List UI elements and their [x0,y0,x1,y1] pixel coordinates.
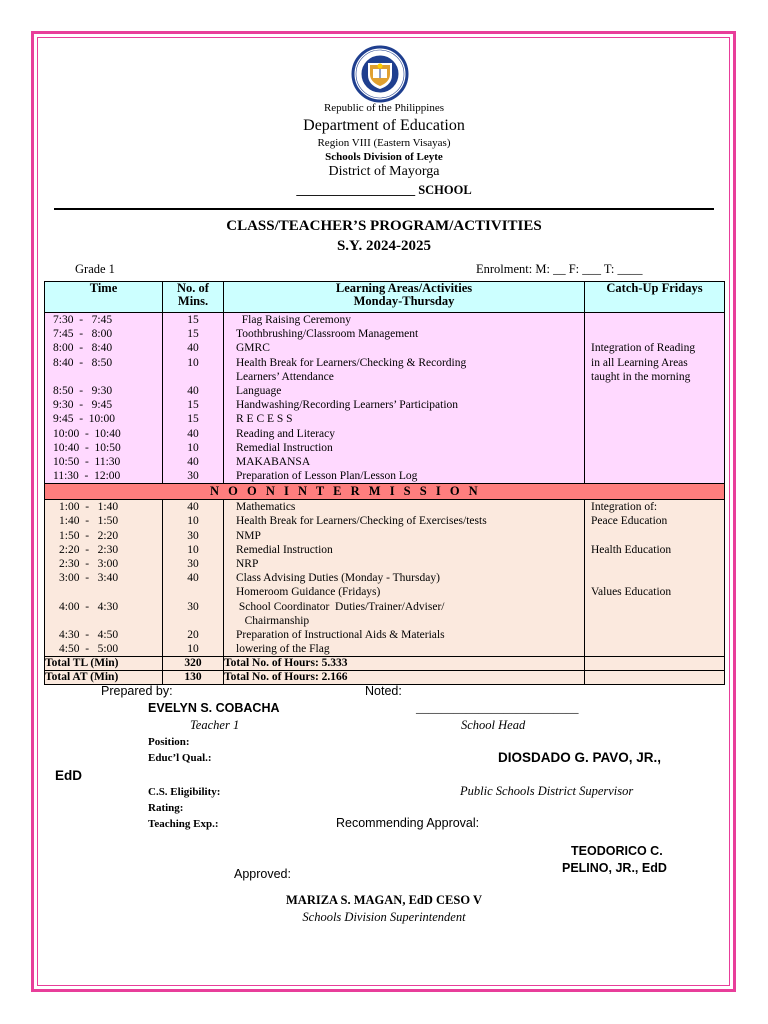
schedule-time: 10:00 - 10:40 [53,427,121,440]
catchup-note [591,455,724,469]
schedule-time: 1:00 - 1:40 [59,501,119,514]
schedule-activity: NMP [236,529,261,542]
school-text: ___________________ SCHOOL [296,183,472,197]
schedule-time: 4:50 - 5:00 [59,643,119,656]
schedule-activity: GMRC [236,342,270,355]
schedule-time: 1:50 - 2:20 [59,529,119,542]
table-header-row [45,282,725,313]
schedule-mins: 10 [187,515,199,528]
schedule-mins: 15 [187,399,199,412]
cs-eligibility-label: C.S. Eligibility: [148,786,221,798]
schedule-time: 8:40 - 8:50 [53,356,113,369]
teacher-name: EVELYN S. COBACHA [148,701,280,715]
areas-header-line1: Learning Areas/Activities [335,281,473,295]
schedule-activity: Class Advising Duties (Monday - Thursday) [236,572,440,585]
region-text: Region VIII (Eastern Visayas) [317,137,451,149]
schedule-mins: 15 [187,413,199,426]
prepared-label: Prepared by: [101,684,173,698]
mins-header: No. of Mins. [163,282,224,313]
sds-name: MARIZA S. MAGAN, EdD CESO V [286,893,482,907]
schedule-mins: 40 [187,384,199,397]
catchup-note [591,529,724,543]
total-tl-empty [585,657,725,671]
schedule-activity: Language [236,384,282,397]
afternoon-times-cell [45,500,163,657]
afternoon-activities-cell [224,500,585,657]
enrolment-label: Enrolment: M: __ F: ___ T: ____ [476,262,643,276]
division-text: Schools Division of Leyte [325,151,443,163]
noon-intermission: N O O N I N T E R M I S S I O N [45,484,725,500]
noted-label: Noted: [365,684,402,698]
schedule-activity: R E C E S S [236,413,293,426]
schedule-mins: 30 [187,558,199,570]
schedule-time: 7:30 - 7:45 [53,314,113,326]
schedule-mins: 30 [187,600,199,613]
schedule-activity: Handwashing/Recording Learners’ Participation [236,399,459,412]
schedule-mins: 40 [187,455,199,468]
schedule-mins: 15 [187,328,199,341]
catchup-note [591,600,724,614]
afternoon-catchup-cell [585,500,725,657]
grade-label: Grade 1 [75,262,115,276]
schedule-mins [163,585,223,599]
catchup-note [591,571,724,585]
schedule-activity: NRP [236,558,259,570]
schedule-time: 7:45 - 8:00 [53,328,113,341]
schedule-time: 4:00 - 4:30 [59,600,119,613]
supervisor-title: Public Schools District Supervisor [460,784,634,798]
catchup-note [591,412,724,426]
teacher-title: Teacher 1 [190,718,240,732]
schedule-activity: Toothbrushing/Classroom Management [236,328,419,341]
schedule-mins [163,614,223,628]
schedule-time: 2:30 - 3:00 [59,558,119,570]
schedule-mins: 10 [187,356,199,369]
catchup-note: Peace Education [591,515,668,528]
schedule-activity: Remedial Instruction [236,441,333,454]
sds-title: Schools Division Superintendent [302,910,466,924]
educ-qual-label: Educ’l Qual.: [148,752,212,764]
catchup-note [591,441,724,455]
rating-label: Rating: [148,802,184,814]
catchup-note [591,642,724,656]
total-tl-row [45,657,725,671]
catchup-note [591,427,724,441]
noted-signature-line: __________________________ [416,701,579,715]
areas-header-line2: Monday-Thursday [353,294,455,308]
schedule-mins: 10 [187,643,199,656]
school-head-title: School Head [461,718,526,732]
recommending-name-2: PELINO, JR., EdD [562,861,667,875]
noon-row [45,484,725,500]
schedule-time: 10:50 - 11:30 [53,455,121,468]
schedule-activity: Health Break for Learners/Checking of Exercises/tests [236,515,487,528]
total-at-mins: 130 [163,671,224,685]
schedule-time [53,370,162,384]
schedule-activity: MAKABANSA [236,455,311,468]
total-tl-mins: 320 [163,657,224,671]
schedule-time: 10:40 - 10:50 [53,441,121,454]
time-header: Time [45,282,163,313]
schedule-mins: 40 [187,427,199,440]
supervisor-suffix: EdD [55,768,82,783]
morning-catchup-cell [585,313,725,484]
catchup-note [591,557,724,571]
morning-block-row [45,313,725,484]
supervisor-name: DIOSDADO G. PAVO, JR., [498,750,662,765]
schedule-activity: Preparation of Lesson Plan/Lesson Log [236,470,418,483]
schedule-activity: lowering of the Flag [236,643,330,656]
total-tl-label: Total TL (Min) [45,657,163,671]
areas-header [224,282,585,313]
schedule-activity: Homeroom Guidance (Fridays) [236,586,381,599]
schedule-mins: 30 [187,470,199,483]
schedule-time: 9:30 - 9:45 [53,399,113,412]
catchup-note: Integration of: [591,501,658,514]
catchup-note: Integration of Reading [591,342,696,355]
catchup-note: Values Education [591,586,672,599]
total-at-empty [585,671,725,685]
schedule-time: 1:40 - 1:50 [59,515,119,528]
schedule-activity: Learners’ Attendance [236,370,334,383]
catchup-note [591,469,724,483]
district-text: District of Mayorga [328,164,440,179]
schedule-activity: Remedial Instruction [236,543,333,556]
catchup-note [591,628,724,642]
catchup-note [591,614,724,628]
school-year: S.Y. 2024-2025 [336,238,432,254]
schedule-mins: 40 [187,342,199,355]
schedule-time: 9:45 - 10:00 [53,413,115,426]
teaching-exp-label: Teaching Exp.: [148,818,219,830]
page-title: CLASS/TEACHER’S PROGRAM/ACTIVITIES [226,218,542,234]
schedule-time: 8:50 - 9:30 [53,384,113,397]
schedule-time [59,585,162,599]
afternoon-mins-cell [163,500,224,657]
morning-mins-cell [163,313,224,484]
schedule-activity: Preparation of Instructional Aids & Materials [236,628,445,641]
total-tl-hours: Total No. of Hours: 5.333 [224,657,585,671]
schedule-mins: 30 [187,529,199,542]
catchup-note [591,327,724,341]
schedule-activity: School Coordinator Duties/Trainer/Adviser/ [236,600,445,613]
catchup-note [591,398,724,412]
schedule-activity: Mathematics [236,501,296,514]
schedule-mins: 40 [187,501,199,514]
schedule-activity: Flag Raising Ceremony [236,314,351,326]
catchup-note [591,384,724,398]
schedule-mins [163,370,223,384]
total-at-label: Total AT (Min) [45,671,163,685]
catchup-note [591,313,724,327]
schedule-time: 3:00 - 3:40 [59,572,119,585]
schedule-mins: 15 [187,314,199,326]
schedule-time: 8:00 - 8:40 [53,342,113,355]
schedule-time [59,614,162,628]
catchup-note: Health Education [591,543,672,556]
department-text: Department of Education [303,117,465,134]
schedule-time: 2:20 - 2:30 [59,543,119,556]
schedule-mins: 40 [187,572,199,585]
schedule-time: 11:30 - 12:00 [53,470,121,483]
total-at-hours: Total No. of Hours: 2.166 [224,671,585,685]
schedule-mins: 20 [187,628,199,641]
total-at-row [45,671,725,685]
program-table [44,281,725,685]
recommending-label: Recommending Approval: [336,816,480,830]
afternoon-block-row [45,500,725,657]
republic-text: Republic of the Philippines [323,102,445,114]
morning-activities-cell [224,313,585,484]
catchup-note: taught in the morning [591,370,691,383]
schedule-mins: 10 [187,441,199,454]
schedule-time: 4:30 - 4:50 [59,628,119,641]
schedule-mins: 10 [187,543,199,556]
header-rule [54,208,714,210]
schedule-activity: Reading and Literacy [236,427,335,440]
schedule-activity: Chairmanship [236,614,310,627]
schedule-activity: Health Break for Learners/Checking & Recording [236,356,467,369]
catchup-note: in all Learning Areas [591,356,688,369]
recommending-name-1: TEODORICO C. [571,844,663,858]
deped-seal-icon [337,45,423,103]
morning-times-cell [45,313,163,484]
position-label: Position: [148,736,190,748]
approved-label: Approved: [234,867,291,881]
catchup-header: Catch-Up Fridays [585,282,725,313]
